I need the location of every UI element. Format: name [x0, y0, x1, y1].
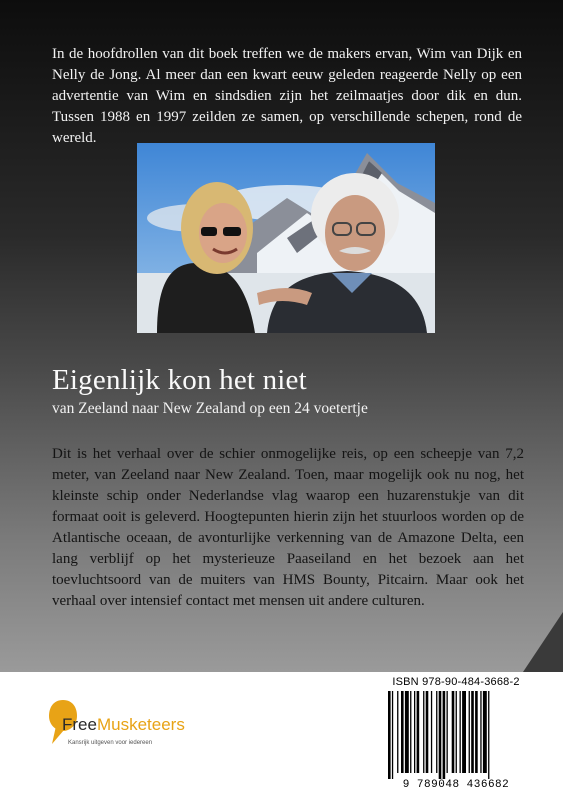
intro-paragraph: In de hoofdrollen van dit boek treffen we de makers ervan, Wim van Dijk en Nelly de Jong. Al meer dan een kwart eeuw geleden reageerde Nelly op een advertentie van Wim en sindsdien zijn het zeilmaatjes door dik en dun. Tussen 1988 en 1997 zeilden ze samen, op verschillende schepen, rond de wereld. [52, 46, 522, 146]
book-title: Eigenlijk kon het niet [52, 364, 307, 396]
publisher-name-part1: Free [62, 715, 97, 734]
barcode-bar [414, 691, 415, 773]
barcode-bar [401, 691, 404, 773]
barcode-bar [405, 691, 409, 773]
barcode-bar [397, 691, 398, 773]
description-paragraph: Dit is het verhaal over de schier onmogelijke reis, op een scheepje van 7,2 meter, van Zeeland naar New Zealand. Toen, maar mogelijk ook nu nog, het kleinste schip onder Nederlandse vlag waarop een huzarenstukje van dit formaat ooit is geleverd. Hoogtepunten hierin zijn het stuurloos worden op de Atlantische oceaan, de avonturlijke verkenning van de Amazone Delta, een lang verblijf op het mysterieuze Paaseiland en het bezoek aan het toevluchtsoord van de muiters van HMS Bounty, Pitcairn. Maar ook het verhaal over intensief contact met mensen uit andere culturen. [52, 446, 524, 609]
barcode-bar [439, 691, 442, 779]
barcode-bar [460, 691, 461, 773]
barcode-bar [488, 691, 489, 779]
barcode-bar [456, 691, 457, 773]
barcode-bar [475, 691, 478, 773]
barcode-bar [392, 691, 393, 779]
barcode-bar [417, 691, 420, 773]
barcode-bars [386, 691, 526, 779]
barcode-bar [431, 691, 432, 773]
barcode-bar [469, 691, 470, 773]
publisher-name-part2: Musketeers [96, 715, 185, 734]
isbn-barcode [382, 676, 530, 796]
publisher-name [62, 715, 185, 735]
book-subtitle: van Zeeland naar New Zealand op een 24 voetertje [52, 400, 368, 417]
author-photo [137, 143, 435, 333]
barcode-bar [447, 691, 448, 773]
barcode-bar [480, 691, 481, 773]
barcode-bar [471, 691, 474, 773]
barcode-number: 9 789048 436682 [402, 779, 510, 791]
barcode-bar [388, 691, 391, 779]
publisher-tagline: Kansrijk uitgeven voor iedereen [68, 740, 153, 746]
barcode-bar [452, 691, 455, 773]
barcode-bar [423, 691, 424, 773]
barcode-bar [483, 691, 487, 773]
barcode-bar [436, 691, 437, 773]
barcode-bar [462, 691, 466, 773]
barcode-bar [426, 691, 429, 773]
barcode-bar [410, 691, 411, 773]
isbn-label: ISBN 978-90-484-3668-2 [392, 676, 520, 688]
publisher-logo [48, 698, 188, 758]
barcode-bar [443, 691, 446, 779]
corner-shape [523, 612, 563, 672]
